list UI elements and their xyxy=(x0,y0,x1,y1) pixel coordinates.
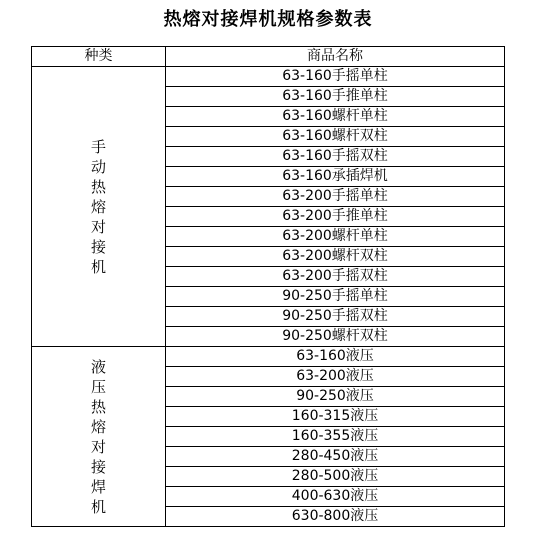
product-name-cell: 280-500液压 xyxy=(166,467,505,487)
product-name-cell: 400-630液压 xyxy=(166,487,505,507)
product-name-cell: 63-200液压 xyxy=(166,367,505,387)
product-name-cell: 63-160液压 xyxy=(166,347,505,367)
product-name-cell: 63-160手摇单柱 xyxy=(166,67,505,87)
product-name-cell: 90-250螺杆双柱 xyxy=(166,327,505,347)
product-name-cell: 63-160手推单柱 xyxy=(166,87,505,107)
table-body xyxy=(32,67,505,527)
product-name-cell: 63-200螺杆双柱 xyxy=(166,247,505,267)
product-name-cell: 90-250手摇双柱 xyxy=(166,307,505,327)
product-name-cell: 63-160螺杆双柱 xyxy=(166,127,505,147)
product-name-cell: 63-200手摇双柱 xyxy=(166,267,505,287)
product-name-cell: 630-800液压 xyxy=(166,507,505,527)
category-label: 手动热熔对接机 xyxy=(90,137,106,276)
table-row xyxy=(32,347,505,367)
product-name-cell: 280-450液压 xyxy=(166,447,505,467)
product-name-cell: 63-200手摇单柱 xyxy=(166,187,505,207)
product-name-cell: 90-250液压 xyxy=(166,387,505,407)
category-cell xyxy=(32,347,166,527)
product-name-cell: 63-160螺杆单柱 xyxy=(166,107,505,127)
product-name-cell: 160-355液压 xyxy=(166,427,505,447)
table-row xyxy=(32,67,505,87)
column-header-category: 种类 xyxy=(32,47,166,67)
table-header-row xyxy=(32,47,505,67)
page-title: 热熔对接焊机规格参数表 xyxy=(163,9,373,30)
category-cell xyxy=(32,67,166,347)
product-name-cell: 63-200手推单柱 xyxy=(166,207,505,227)
product-name-cell: 63-200螺杆单柱 xyxy=(166,227,505,247)
spec-table xyxy=(31,46,505,527)
product-name-cell: 90-250手摇单柱 xyxy=(166,287,505,307)
product-name-cell: 160-315液压 xyxy=(166,407,505,427)
category-label: 液压热熔对接焊机 xyxy=(90,357,106,516)
column-header-product-name: 商品名称 xyxy=(166,47,505,67)
product-name-cell: 63-160手摇双柱 xyxy=(166,147,505,167)
product-name-cell: 63-160承插焊机 xyxy=(166,167,505,187)
